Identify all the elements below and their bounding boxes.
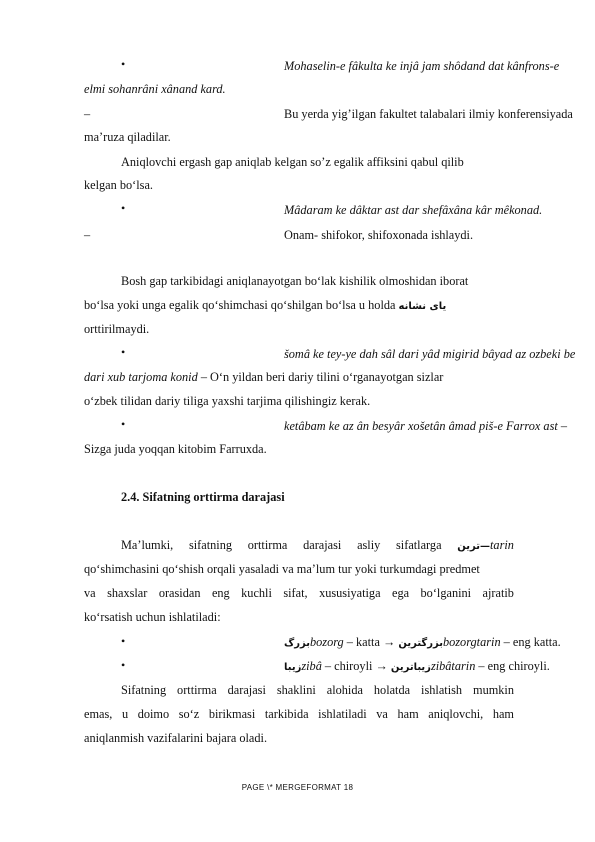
bullet: • [121, 345, 126, 359]
text-run: – [557, 419, 568, 433]
dash-mark: – [84, 228, 91, 242]
translation-text: ma’ruza qiladilar. [84, 130, 171, 144]
word: va [84, 586, 96, 600]
translation-text: – katta [343, 635, 383, 649]
word: darajasi [227, 683, 266, 697]
word: ishlatish [421, 683, 463, 697]
transliteration-text: tarin [490, 538, 514, 552]
transliteration-text: šomâ ke tey-ye dah sâl dari yâd migirid bâyad az ozbeki be [284, 347, 576, 361]
translation-text: o‘zbek tilidan dariy tiliga yaxshi tarjima qilishingiz kerak. [84, 394, 371, 408]
word: birikmasi [208, 707, 256, 721]
paragraph-text: kelgan bo‘lsa. [84, 178, 153, 192]
word: Ma’lumki, [121, 538, 174, 552]
word: doimo [137, 707, 170, 721]
paragraph-text [84, 297, 514, 315]
justified-line [121, 537, 514, 555]
example-line [84, 369, 514, 385]
word: ega [392, 586, 410, 600]
transliteration-text: dari xub tarjoma konid [84, 370, 198, 384]
transliteration-text: zibâ [301, 659, 322, 673]
word: mumkin [473, 683, 514, 697]
word: aniqlovchi, [428, 707, 484, 721]
translation-text: Onam- shifokor, shifoxonada ishlaydi. [284, 228, 474, 242]
word: eng [211, 586, 230, 600]
translation-text: Bu yerda yig’ilgan fakultet talabalari ilmiy konferensiyada [284, 107, 573, 121]
word: ajratib [482, 586, 514, 600]
transliteration-text: bozorgtarin [442, 635, 501, 649]
word: shaklini [276, 683, 316, 697]
translation-text: – eng chiroyli. [475, 659, 550, 673]
section-heading [121, 489, 551, 505]
word: ham [492, 707, 514, 721]
dash [84, 106, 573, 122]
word: sifatning [188, 538, 233, 552]
word: ishlatiladi [318, 707, 367, 721]
paragraph-text: aniqlanmish vazifalarini bajara oladi. [84, 731, 268, 745]
transliteration-text: ketâbam ke az ân besyâr xošetân âmad piš-e Farrox ast [284, 419, 558, 433]
transliteration-text: Mohaselin-e fâkulta ke injâ jam shôdand dat kânfrons-e [284, 59, 560, 73]
word: Sifatning [121, 683, 167, 697]
word: sifatlarga [396, 538, 442, 552]
transliteration-text: elmi sohanrâni xânand kard. [84, 82, 226, 96]
word: sifat, [283, 586, 308, 600]
justified-line [84, 585, 514, 601]
word: ham [397, 707, 419, 721]
word: so‘z [178, 707, 200, 721]
word: asliy [357, 538, 381, 552]
section-heading-text: 2.4. Sifatning orttirma darajasi [121, 490, 285, 504]
persian-word: ترین— [457, 541, 490, 552]
persian-word: زیبا [284, 662, 302, 673]
word: kuchli [241, 586, 272, 600]
dash [84, 227, 514, 243]
paragraph-text: orttirilmaydi. [84, 322, 150, 336]
transliteration-text: zibâtarin [430, 659, 476, 673]
word: va [376, 707, 388, 721]
word: tarkibida [264, 707, 309, 721]
persian-word: بزرگترین [398, 638, 443, 649]
paragraph-text: Aniqlovchi ergash gap aniqlab kelgan so’z egalik affiksini qabul qilib [121, 155, 464, 169]
word: emas, [84, 707, 113, 721]
dash-mark: – [84, 107, 91, 121]
word: alohida [326, 683, 363, 697]
translation-text: – eng katta. [500, 635, 561, 649]
suffix-example [457, 537, 514, 555]
bullet: • [121, 634, 126, 648]
paragraph-text: Bosh gap tarkibidagi aniqlanayotgan bo‘lak kishilik olmoshidan iborat [121, 274, 469, 288]
transliteration-text: Mâdaram ke dâktar ast dar shefâxâna kâr mêkonad. [284, 203, 543, 217]
persian-word: بزرگ [284, 638, 310, 649]
word: xususiyatiga [319, 586, 381, 600]
translation-text: Sizga juda yoqqan kitobim Farruxda. [84, 442, 267, 456]
translation-text: – chiroyli [321, 659, 376, 673]
paragraph-text: qo‘shimchasini qo‘shish orqali yasaladi va ma’lum tur yoki turkumdagi predmet [84, 562, 480, 576]
word: darajasi [303, 538, 342, 552]
persian-word: یای نشانه [398, 301, 447, 312]
transliteration-text: bozorg [309, 635, 344, 649]
persian-word: زیباترین [390, 662, 431, 673]
word: shaxslar [107, 586, 148, 600]
paragraph-text: ko‘rsatish uchun ishlatiladi: [84, 610, 221, 624]
word: orttirma [247, 538, 288, 552]
word: holatda [373, 683, 411, 697]
bullet: • [121, 417, 126, 431]
word: bo‘lganini [420, 586, 472, 600]
bullet: • [121, 658, 126, 672]
word: u [121, 707, 129, 721]
bullet: • [121, 201, 126, 215]
justified-line [84, 706, 514, 722]
translation-text: – O‘n yildan beri dariy tilini o‘rganayotgan sizlar [197, 370, 444, 384]
arrow-icon: → [375, 659, 388, 673]
text-run: bo‘lsa yoki unga egalik qo‘shimchasi qo‘shilgan bo‘lsa u holda [84, 298, 396, 312]
bullet: • [121, 57, 126, 71]
justified-line [121, 682, 514, 698]
arrow-icon: → [382, 635, 396, 649]
word: orttirma [177, 683, 217, 697]
word: orasidan [158, 586, 201, 600]
page-footer: PAGE \* MERGEFORMAT 18 [241, 783, 354, 792]
